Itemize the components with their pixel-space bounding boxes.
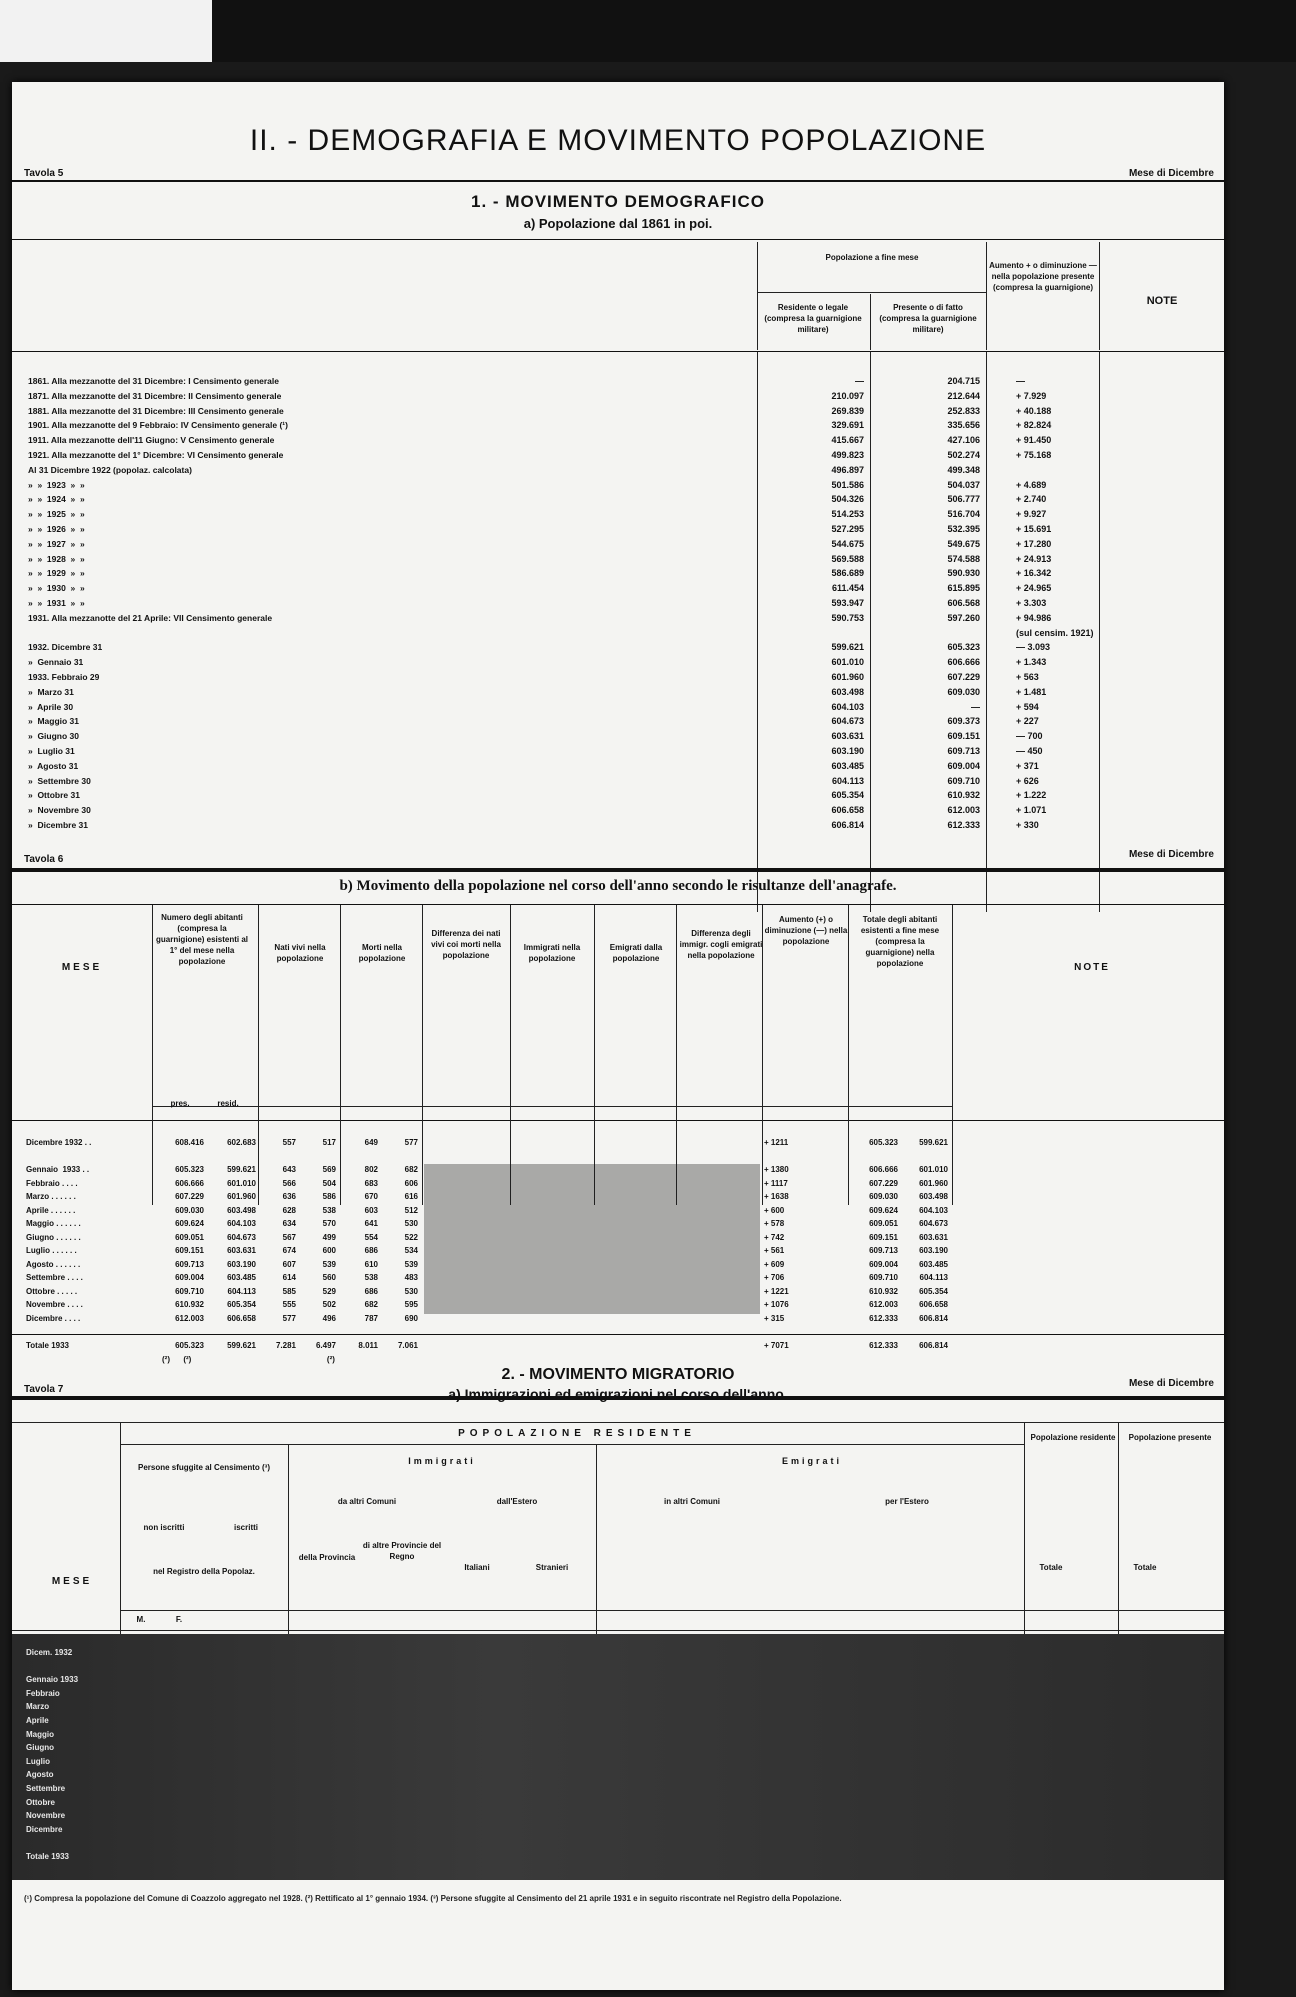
- section2-subtitle: a) Immigrazioni ed emigrazioni nel corso dell'anno.: [448, 1386, 788, 1402]
- document-page: [12, 82, 1224, 1990]
- mese2-header: MESE: [51, 1576, 93, 1587]
- emigrati-header: Emigrati dalla popolazione: [609, 943, 663, 963]
- immigrati2-header: Immigrati: [408, 1456, 476, 1466]
- table-label-6: Tavola 6: [24, 854, 64, 865]
- section-b-c1-resid: 602.683 599.621 601.010 601.960 603.498 604.103 604.673 603.631 603.190 603.485 604.113 605.354 606.658 599.621: [227, 1138, 256, 1350]
- pop-residente2-header: Popolazione residente: [1030, 1433, 1116, 1442]
- persone-header: Persone sfuggite al Censimento (³): [137, 1463, 271, 1472]
- emigrati2-header: Emigrati: [781, 1456, 842, 1466]
- section-b-c9-resid: 599.621 601.010 601.960 603.498 604.103 604.673 603.631 603.190 603.485 604.113 605.354 606.658 606.814 606.814: [919, 1138, 948, 1350]
- section-b-month-label: Mese di Dicembre: [1128, 849, 1214, 860]
- grid-line: [986, 242, 987, 350]
- registro-header: nel Registro della Popolaz.: [153, 1567, 255, 1576]
- grid-line: [1099, 352, 1100, 912]
- dall-estero-header: dall'Estero: [496, 1497, 538, 1506]
- title-rule: [12, 180, 1224, 182]
- differenza-nati-header: Differenza dei nati vivi coi morti nella popolazione: [431, 929, 501, 960]
- grid-line: [762, 905, 763, 1205]
- section-b-rule: [12, 868, 1224, 872]
- grid-line: [152, 905, 153, 1205]
- grid-line: [757, 242, 758, 350]
- immigrati-header: Immigrati nella popolazione: [523, 943, 581, 963]
- residente-header: Residente o legale (compresa la guarnigione militare): [764, 303, 862, 334]
- section1-rule-top: [12, 239, 1224, 240]
- totale-res-header: Totale: [1039, 1563, 1063, 1572]
- grid-line: [870, 294, 871, 350]
- section-b-months: Dicembre 1932 . . Gennaio 1933 . . Febbraio . . . . Marzo . . . . . . Aprile . . . . . . Maggio . . . . . . Giugno . . . . . . Luglio . . . . . . Agosto . . . . . . Settembre . . . . Ottobre . . . . . Novembre . . . . Dicembre . . . . Totale 1933: [26, 1138, 92, 1350]
- section-b-c2-pres: 557 643 566 636 628 634 567 674 607 614 585 555 577 7.281: [275, 1138, 296, 1350]
- m-label: M.: [136, 1615, 146, 1624]
- pop-group-header: Popolazione a fine mese: [825, 253, 919, 262]
- month-label: Mese di Dicembre: [1128, 168, 1214, 179]
- table-label-7: Tavola 7: [24, 1384, 64, 1395]
- grid-line: [510, 905, 511, 1205]
- section2-title: 2. - MOVIMENTO MIGRATORIO: [501, 1366, 735, 1383]
- grid-line: [12, 1422, 1224, 1423]
- section-b-c9-pres: 605.323 606.666 607.229 609.030 609.624 609.051 609.151 609.713 609.004 609.710 610.932 612.003 612.333 612.333: [869, 1138, 898, 1350]
- section-b-rule-header: [12, 1120, 1224, 1121]
- iscritti-header: iscritti: [233, 1523, 258, 1532]
- section-b-c2-resid: 517 569 504 586 538 570 499 600 539 560 529 502 496 6.497: [315, 1138, 336, 1350]
- section1-residente-values: — 210.097 269.839 329.691 415.667 499.823 496.897 501.586 504.326 514.253 527.295 544.675 569.588 586.689 611.454 593.947 590.753 599.621 601.010 601.960 603.498 604.103 604.673 603.631 603.190 603.485 604.113 605.354 606.658 606.814: [831, 376, 864, 830]
- section-b-title: b) Movimento della popolazione nel corso dell'anno secondo le risultanze dell'anagrafe.: [339, 878, 897, 894]
- della-prov-header: della Provincia: [298, 1553, 356, 1562]
- section-b-c8: + 1211 + 1380 + 1117 + 1638 + 600 + 578 + 742 + 561 + 609 + 706 + 1221 + 1076 + 315 + 7071: [764, 1138, 789, 1350]
- illegible-region: [424, 1164, 760, 1314]
- illegible-data-region: [12, 1634, 1224, 1880]
- grid-line: [676, 905, 677, 1205]
- mese-header: MESE: [61, 962, 103, 973]
- grid-line: [340, 905, 341, 1205]
- section-b-rule-top: [12, 904, 1224, 905]
- section-b-footnote-marks: (²) (²) (²): [162, 1355, 335, 1364]
- grid-line: [152, 1106, 952, 1107]
- pres-label: pres.: [170, 1099, 190, 1108]
- table-label-5: Tavola 5: [24, 168, 64, 179]
- grid-line: [120, 1610, 1224, 1611]
- section1-row-labels: 1861. Alla mezzanotte del 31 Dicembre: I Censimento generale 1871. Alla mezzanotte del 31 Dicembre: II Censimento generale 1881. Alla mezzanotte del 31 Dicembre: III Censimento generale 1901. Alla mezzanotte del 9 Febbraio: IV Censimento generale (¹) 1911. Alla mezzanotte dell'11 Giugno: V Censimento generale 1921. Alla mezzanotte del 1° Dicembre: VI Censimento generale Al 31 Dicembre 1922 (popolaz. calcolata) » » 1923 » » » » 1924 » » » » 1925 » » » » 1926 » » » » 1927 » » » » 1928 » » » » 1929 » » » » 1930 » » » » 1931 » » 1931. Alla mezzanotte del 21 Aprile: VII Censimento generale 1932. Dicembre 31 » Gennaio 31 1933. Febbraio 29 » Marzo 31 » Aprile 30 » Maggio 31 » Giugno 30 » Luglio 31 » Agosto 31 » Settembre 30 » Ottobre 31 » Novembre 30 » Dicembre 31: [28, 376, 288, 830]
- grid-line: [870, 352, 871, 912]
- grid-line: [422, 905, 423, 1205]
- grid-line: [952, 905, 953, 1205]
- differenza-immigr-header: Differenza degli immigr. cogli emigrati nella popolazione: [679, 929, 763, 960]
- per-estero-header: per l'Estero: [885, 1497, 929, 1506]
- f-label: F.: [175, 1615, 183, 1624]
- di-altre-header: di altre Provincie del Regno: [362, 1541, 442, 1561]
- section-b-rule-total: [12, 1334, 1224, 1335]
- stranieri-header: Stranieri: [535, 1563, 569, 1572]
- presente-header: Presente o di fatto (compresa la guarnigione militare): [879, 303, 977, 334]
- section2-month-label: Mese di Dicembre: [1128, 1378, 1214, 1389]
- grid-line: [757, 352, 758, 912]
- pop-presente2-header: Popolazione presente: [1128, 1433, 1212, 1442]
- grid-line: [986, 352, 987, 912]
- aumento-header: Aumento + o diminuzione — nella popolazione presente (compresa la guarnigione): [989, 261, 1097, 292]
- section1-subtitle: a) Popolazione dal 1861 in poi.: [523, 216, 713, 231]
- footnote: (¹) Compresa la popolazione del Comune di Coazzolo aggregato nel 1928. (²) Rettificato al 1° gennaio 1934. (³) Persone sfuggite al Censimento del 21 aprile 1931 e in seguito riscontrate nel Registro della Popolazione.: [24, 1894, 842, 1903]
- aumento-b-header: Aumento (+) o diminuzione (—) nella popolazione: [764, 915, 848, 946]
- grid-line: [258, 905, 259, 1205]
- section-b-c1-pres: 608.416 605.323 606.666 607.229 609.030 609.624 609.051 609.151 609.713 609.004 609.710 610.932 612.003 605.323: [175, 1138, 204, 1350]
- morti-header: Morti nella popolazione: [358, 943, 406, 963]
- totale-header: Totale degli abitanti esistenti a fine mese (compresa la guarnigione) nella popolazione: [860, 915, 940, 968]
- totale-pres-header: Totale: [1133, 1563, 1157, 1572]
- numero-header: Numero degli abitanti (compresa la guarnigione) esistenti al 1° del mese nella popolazione: [155, 913, 248, 966]
- grid-line: [1099, 242, 1100, 350]
- non-iscritti-header: non iscritti: [143, 1523, 185, 1532]
- grid-line: [12, 1630, 1224, 1631]
- section2-months: Dicem. 1932 Gennaio 1933 Febbraio Marzo Aprile Maggio Giugno Luglio Agosto Settembre Ottobre Novembre Dicembre Totale 1933: [26, 1648, 79, 1861]
- scan-top-border: [0, 0, 1296, 62]
- italiani-header: Italiani: [464, 1563, 490, 1572]
- da-altri-comuni-header: da altri Comuni: [337, 1497, 397, 1506]
- section-b-c3-resid: 577 682 606 616 512 530 522 534 539 483 530 595 690 7.061: [397, 1138, 418, 1350]
- section1-presente-values: 204.715 212.644 252.833 335.656 427.106 502.274 499.348 504.037 506.777 516.704 532.395 549.675 574.588 590.930 615.895 606.568 597.260 605.323 606.666 607.229 609.030 — 609.373 609.151 609.713 609.004 609.710 610.932 612.003 612.333: [947, 376, 980, 830]
- pop-residente-header: POPOLAZIONE RESIDENTE: [458, 1428, 696, 1439]
- section1-rule-header: [12, 351, 1224, 352]
- section1-aumento-values: — + 7.929 + 40.188 + 82.824 + 91.450 + 75.168 + 4.689 + 2.740 + 9.927 + 15.691 + 17.280 + 24.913 + 16.342 + 24.965 + 3.303 + 94.986 (sul censim. 1921) — 3.093 + 1.343 + 563 + 1.481 + 594 + 227 — 700 — 450 + 371 + 626 + 1.222 + 1.071 + 330: [1016, 376, 1094, 830]
- grid-line: [120, 1444, 1025, 1445]
- nati-header: Nati vivi nella popolazione: [274, 943, 326, 963]
- grid-line: [757, 292, 986, 293]
- grid-line: [594, 905, 595, 1205]
- note-header: NOTE: [1146, 295, 1178, 307]
- note-b-header: NOTE: [1074, 962, 1110, 973]
- scan-corner: [0, 0, 212, 62]
- section1-title: 1. - MOVIMENTO DEMOGRAFICO: [471, 192, 765, 211]
- section-b-c3-pres: 649 802 683 670 603 641 554 686 610 538 686 682 787 8.011: [358, 1138, 378, 1350]
- grid-line: [848, 905, 849, 1205]
- resid-label: resid.: [217, 1099, 239, 1108]
- page-title: II. - DEMOGRAFIA E MOVIMENTO POPOLAZIONE: [249, 124, 987, 157]
- in-altri-comuni-header: in altri Comuni: [664, 1497, 720, 1506]
